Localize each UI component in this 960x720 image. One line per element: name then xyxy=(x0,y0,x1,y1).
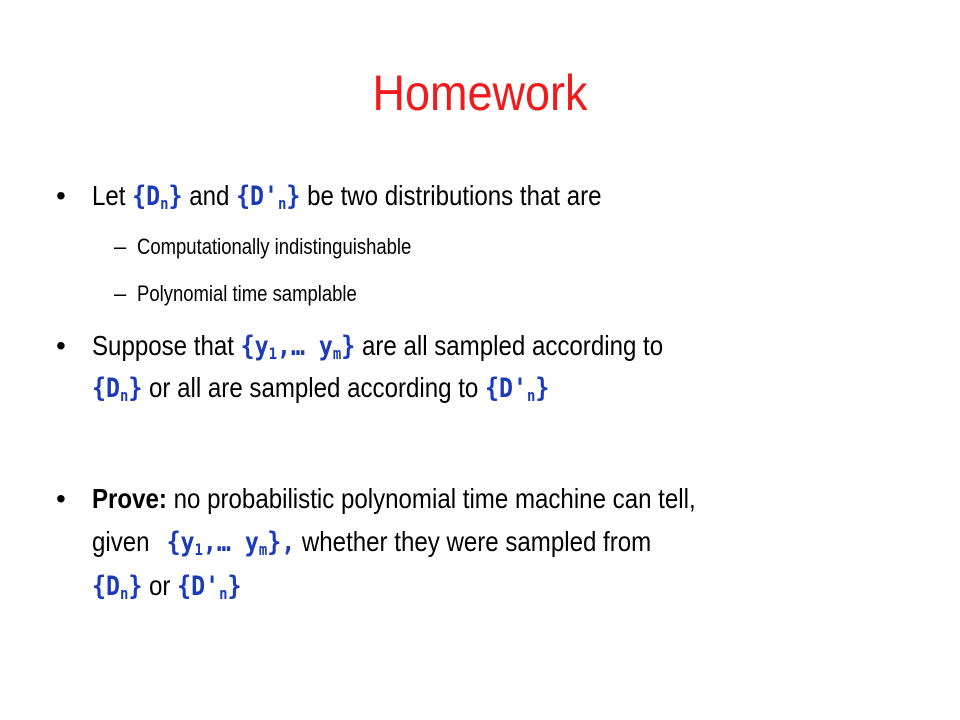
bullet-dot-1: • xyxy=(56,180,66,211)
bullet-dot-3: • xyxy=(56,483,66,514)
bullet-1-mid: and xyxy=(189,180,230,211)
sub-bullet-1: Computationally indistinguishable xyxy=(137,234,412,259)
math-dn: $\{D_n\}$ xyxy=(92,571,143,604)
bullet-3-line-1-text: no probabilistic polynomial time machine can tell, xyxy=(173,483,696,514)
sub-bullet-2: Polynomial time samplable xyxy=(137,281,357,306)
dash-2: – xyxy=(114,281,127,306)
math-dprime-n: $\{D'_n\}$ xyxy=(177,571,242,604)
prove-label: Prove: xyxy=(92,483,167,514)
math-y-set: {$y_1,\dots$ $y_m$}, xyxy=(166,527,296,560)
math-dn: $\{D_n\}$ xyxy=(92,373,143,406)
bullet-2-line-1 xyxy=(92,326,663,367)
bullet-3-line-1 xyxy=(92,479,696,519)
bullet-1 xyxy=(92,176,602,217)
bullet-dot-2: • xyxy=(56,330,66,361)
bullet-3-line-3 xyxy=(92,566,241,607)
math-dprime-n: $\{D'_n\}$ xyxy=(236,181,301,214)
bullet-3-line-2-text: whether they were sampled from xyxy=(301,526,652,557)
bullet-3-given: given xyxy=(92,526,150,557)
math-dn: $\{D_n\}$ xyxy=(132,181,183,214)
bullet-1-suffix: be two distributions that are xyxy=(307,180,602,211)
bullet-2-prefix: Suppose that xyxy=(92,330,234,361)
bullet-2-middle: are all sampled according to xyxy=(361,330,664,361)
bullet-1-prefix: Let xyxy=(92,180,126,211)
bullet-3-line-2 xyxy=(92,522,651,563)
math-y-set: {$y_1,\dots$ $y_m$} xyxy=(240,331,356,364)
bullet-3-or: or xyxy=(149,570,171,601)
dash-1: – xyxy=(114,234,127,259)
bullet-2-line-2 xyxy=(92,368,549,409)
bullet-2-line2-mid: or all are sampled according to xyxy=(149,372,479,403)
slide-title: Homework xyxy=(372,65,588,121)
math-dprime-n: $\{D'_n\}$ xyxy=(484,373,550,406)
